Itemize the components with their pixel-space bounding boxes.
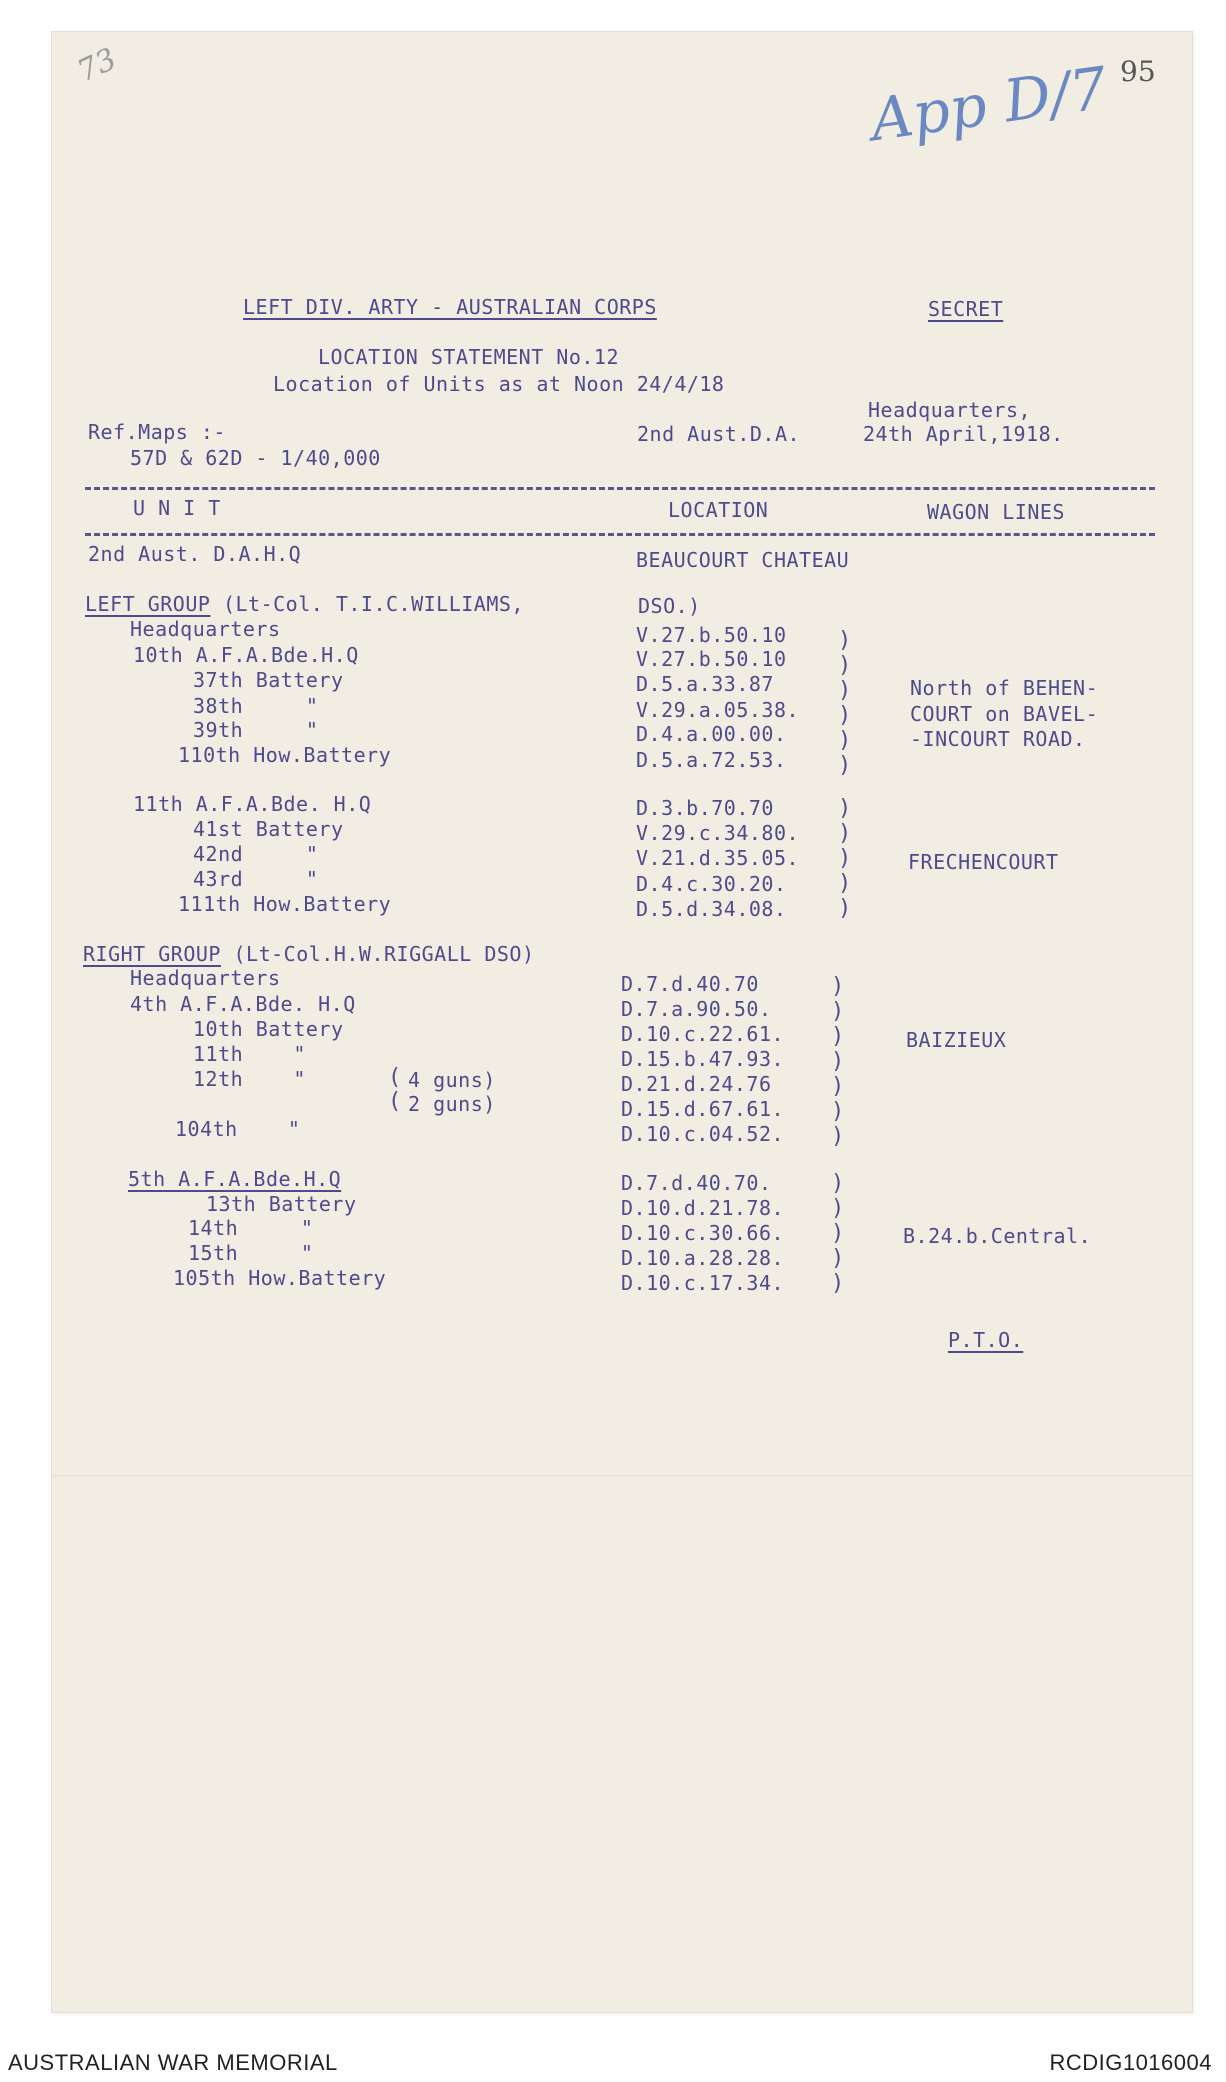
classification-label: SECRET [928,297,1004,321]
table-row-location: V.21.d.35.05. [636,846,800,870]
left-group-commander: (Lt-Col. T.I.C.WILLIAMS, [210,592,524,616]
table-row-location: D.15.b.47.93. [621,1047,785,1071]
column-header-wagon-lines: WAGON LINES [927,500,1065,524]
page-fold [52,1475,1192,1476]
column-header-location: LOCATION [668,498,769,522]
table-row-unit: Headquarters [130,966,281,990]
table-row-unit: 10th Battery [193,1017,344,1041]
wagon-line-10th: COURT on BAVEL- [910,702,1099,726]
ref-maps-label: Ref.Maps :- [88,420,226,444]
table-row-unit: 5th A.F.A.Bde.H.Q [128,1167,342,1191]
table-row-location: D.10.c.30.66. [621,1221,785,1245]
table-row-unit: 14th " [188,1216,314,1240]
table-row-location: D.7.d.40.70. [621,1171,772,1195]
wagon-line-11th: FRECHENCOURT [908,850,1059,874]
table-row-unit: 13th Battery [206,1192,357,1216]
table-row-location: D.4.a.00.00. [636,722,787,746]
table-row-unit: 11th A.F.A.Bde. H.Q [133,792,372,816]
hq-line-2: 24th April,1918. [863,422,1064,446]
table-row-location: D.5.a.72.53. [636,748,787,772]
bracket-right-5th: ) ) ) ) ) [831,1171,845,1296]
table-row-location: V.29.a.05.38. [636,698,800,722]
table-row-unit: Headquarters [130,617,281,641]
hq-line-1: Headquarters, [868,398,1032,422]
table-row-unit: 111th How.Battery [178,892,392,916]
statement-subtitle: Location of Units as at Noon 24/4/18 [273,372,725,396]
table-row-location: D.21.d.24.76 [621,1072,772,1096]
table-row-unit: 104th " [175,1117,301,1141]
table-row-unit: 4th A.F.A.Bde. H.Q [130,992,356,1016]
table-row-location: D.10.a.28.28. [621,1246,785,1270]
table-row-location: D.7.a.90.50. [621,997,772,1021]
table-row-unit: 110th How.Battery [178,743,392,767]
appendix-annotation: App D/7 [866,53,1112,155]
table-row-location: D.15.d.67.61. [621,1097,785,1121]
table-row-unit: 37th Battery [193,668,344,692]
dahq-unit: 2nd Aust. D.A.H.Q [88,542,302,566]
footer-archive: AUSTRALIAN WAR MEMORIAL [8,2050,338,2075]
pto-label: P.T.O. [948,1328,1024,1352]
table-row-location: V.29.c.34.80. [636,821,800,845]
table-row-unit: 105th How.Battery [173,1266,387,1290]
table-row-location: D.10.c.04.52. [621,1122,785,1146]
bracket-right-4th: ) ) ) ) ) ) ) [831,974,845,1149]
wagon-line-10th: North of BEHEN- [910,676,1099,700]
divider-top [85,487,1155,490]
divider-bottom [85,533,1155,536]
table-row-location: D.5.d.34.08. [636,897,787,921]
dahq-location: BEAUCOURT CHATEAU [636,548,850,572]
right-group-heading [83,942,534,966]
guns-count: 2 guns) [408,1092,496,1116]
right-group-name: RIGHT GROUP [83,942,221,966]
ref-maps-value: 57D & 62D - 1/40,000 [130,446,381,470]
table-row-unit: 43rd " [193,867,319,891]
left-group-heading [85,592,524,616]
table-row-location: D.4.c.30.20. [636,872,787,896]
table-row-location: V.27.b.50.10 [636,623,787,647]
left-group-name: LEFT GROUP [85,592,211,616]
bracket-left-10th: ) ) ) ) ) ) [838,628,852,778]
guns-bracket: ( ( [388,1065,402,1114]
table-row-location: D.10.d.21.78. [621,1196,785,1220]
document-title: LEFT DIV. ARTY - AUSTRALIAN CORPS [243,295,657,319]
table-row-unit: 42nd " [193,842,319,866]
table-row-unit: 15th " [188,1241,314,1265]
table-row-unit: 38th " [193,694,319,718]
right-group-commander: (Lt-Col.H.W.RIGGALL DSO) [220,942,535,966]
table-row-unit: 39th " [193,718,319,742]
footer-id: RCDIG1016004 [1049,2050,1212,2075]
table-row-location: D.3.b.70.70 [636,796,774,820]
guns-count: 4 guns) [408,1068,496,1092]
left-group-dso: DSO.) [638,594,701,618]
page-number: 95 [1120,55,1156,88]
table-row-unit: 10th A.F.A.Bde.H.Q [133,643,359,667]
table-row-unit: 12th " [193,1067,306,1091]
table-row-unit: 11th " [193,1042,306,1066]
table-row-location: D.10.c.22.61. [621,1022,785,1046]
corner-mark: 73 [72,41,122,90]
table-row-location: D.5.a.33.87 [636,672,774,696]
statement-number: LOCATION STATEMENT No.12 [318,345,619,369]
wagon-line-4th: BAIZIEUX [906,1028,1007,1052]
bracket-left-11th: ) ) ) ) ) [838,796,852,921]
table-row-location: D.10.c.17.34. [621,1271,785,1295]
wagon-line-5th: B.24.b.Central. [903,1224,1092,1248]
table-row-location: V.27.b.50.10 [636,647,787,671]
wagon-line-10th: -INCOURT ROAD. [910,727,1086,751]
table-row-unit: 41st Battery [193,817,344,841]
issued-by: 2nd Aust.D.A. [637,422,801,446]
column-header-unit: U N I T [133,496,221,520]
table-row-location: D.7.d.40.70 [621,972,759,996]
